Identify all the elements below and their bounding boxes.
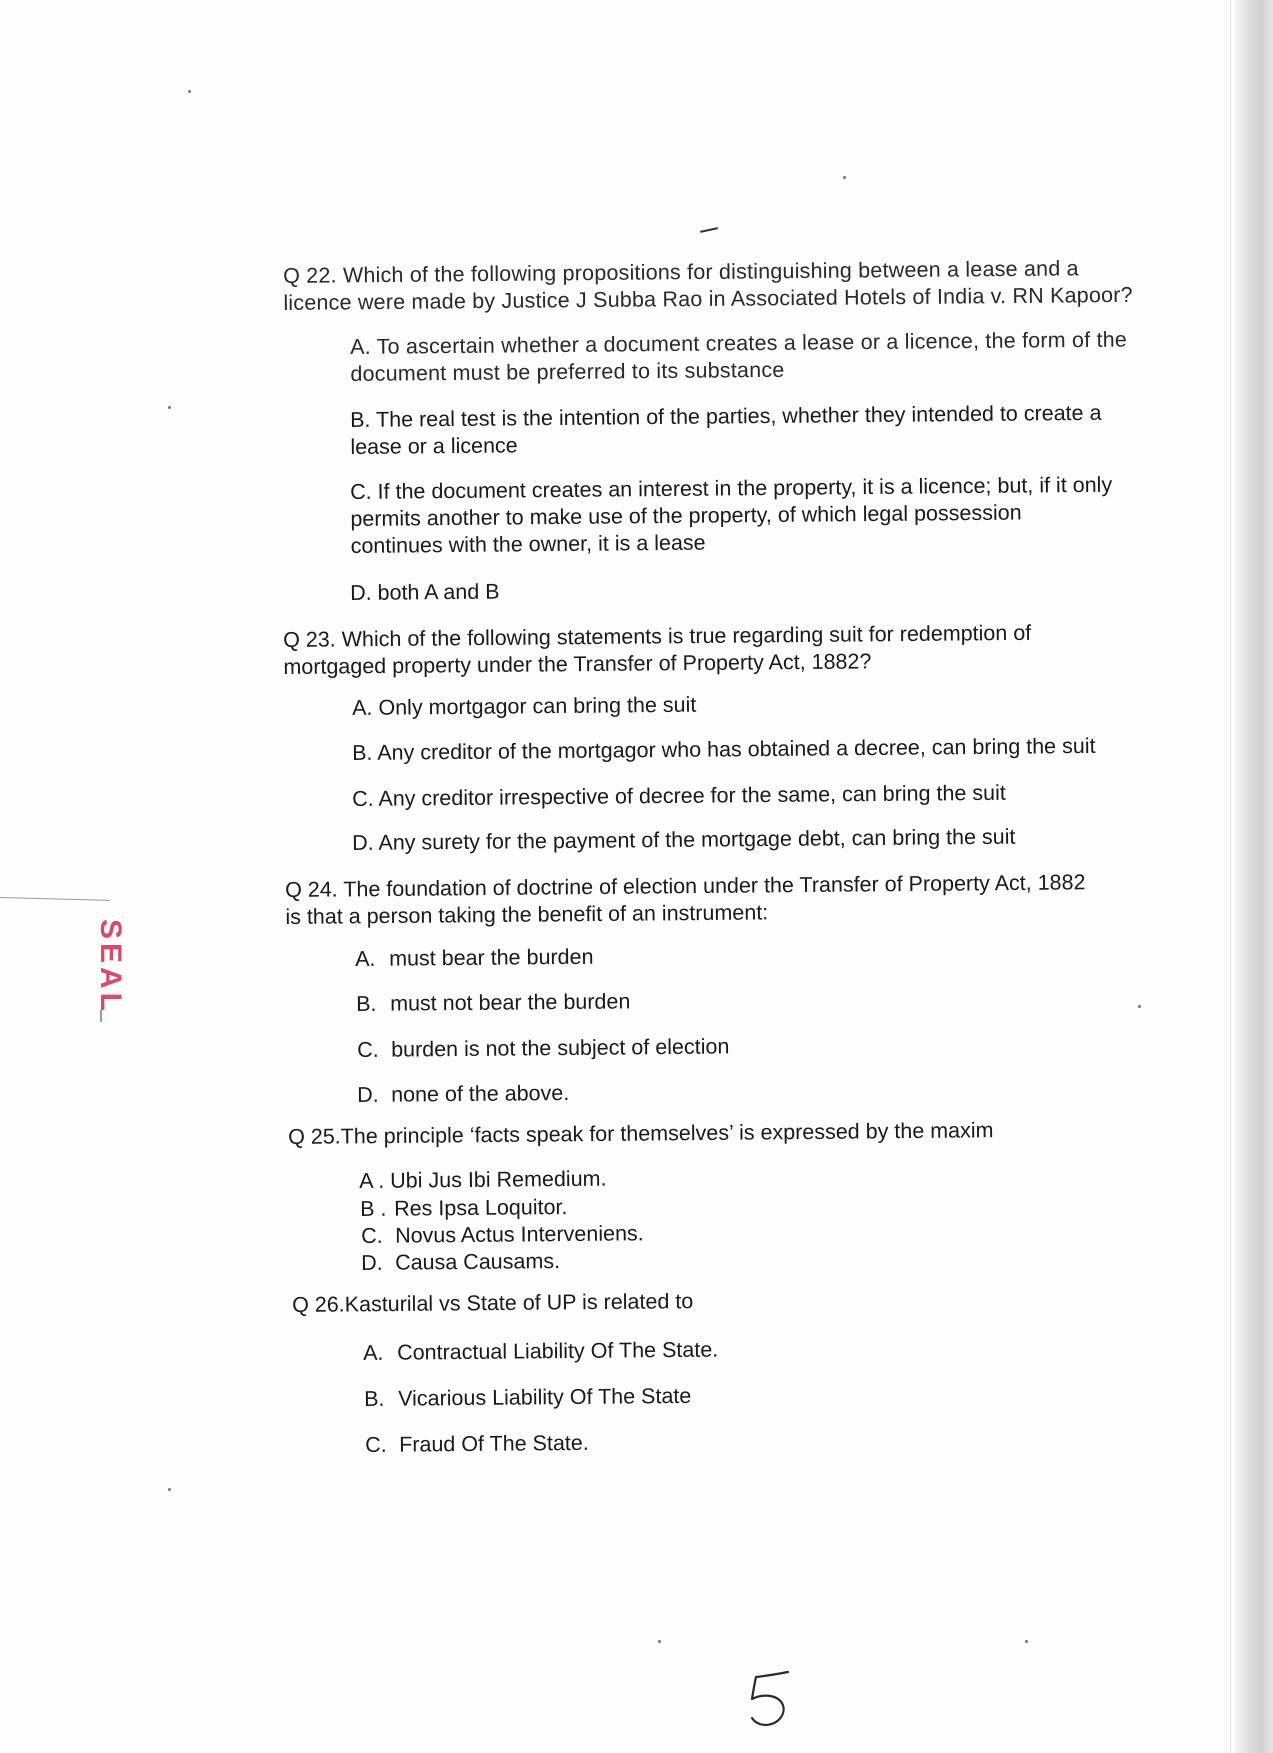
question-22-option-c (350, 471, 1161, 560)
question-24-option-b (356, 983, 1166, 1018)
option-letter: A. (355, 946, 376, 971)
question-23-option-a (352, 687, 1162, 722)
option-text: burden is not the subject of election (391, 1034, 730, 1062)
pen-dash-mark (700, 227, 718, 233)
question-26-option-a (363, 1332, 1173, 1367)
option-letter: C. (361, 1223, 383, 1248)
option-text: Res Ipsa Loquitor. (394, 1195, 568, 1221)
handwritten-page-number (742, 1662, 798, 1732)
option-text: Causa Causams. (395, 1249, 561, 1275)
scan-speck (1025, 1640, 1028, 1643)
option-letter: D. (352, 830, 374, 855)
question-24-line-1: Q 24. The foundation of doctrine of election under the Transfer of Property Act, 1882 (285, 870, 1086, 902)
option-text: must bear the burden (389, 944, 594, 971)
scan-speck (658, 1640, 661, 1643)
option-text: Fraud Of The State. (399, 1430, 589, 1457)
option-text: none of the above. (391, 1080, 570, 1107)
option-text: lease or a licence (350, 433, 518, 459)
option-letter: A. (350, 334, 371, 359)
option-letter: B. (352, 740, 373, 765)
question-22-option-a (350, 326, 1160, 388)
option-letter: B. (356, 991, 377, 1016)
option-letter: A. (363, 1340, 384, 1365)
option-text: Novus Actus Interveniens. (395, 1221, 644, 1248)
question-24-option-d (357, 1074, 1167, 1109)
question-24 (285, 868, 1185, 931)
option-text: Only mortgagor can bring the suit (378, 692, 697, 720)
option-letter: D. (361, 1250, 383, 1275)
seal-rule-line (0, 897, 110, 901)
question-22 (283, 254, 1183, 317)
question-25 (288, 1115, 1188, 1151)
option-text: Any creditor irrespective of decree for the same, can bring the suit (378, 780, 1006, 811)
option-letter: D. (350, 580, 372, 605)
option-letter: A . (359, 1168, 385, 1193)
option-text: Any surety for the payment of the mortgage debt, can bring the suit (378, 824, 1016, 855)
option-letter: B. (364, 1386, 385, 1411)
question-22-line-2: licence were made by Justice J Subba Rao in Associated Hotels of India v. RN Kapoor? (283, 282, 1133, 315)
option-text: permits another to make use of the property, of which legal possession (350, 500, 1022, 531)
seal-stamp: SEAL (94, 918, 127, 1015)
question-23-option-b (352, 732, 1162, 767)
question-24-line-2: is that a person taking the benefit of an instrument: (285, 900, 769, 929)
option-letter: B. (350, 407, 371, 432)
option-text: The real test is the intention of the parties, whether they intended to create a (375, 400, 1102, 432)
scan-edge-shadow (1235, 0, 1273, 1753)
scan-speck (188, 90, 191, 93)
scan-speck (168, 406, 171, 409)
option-text: Ubi Jus Ibi Remedium. (390, 1166, 607, 1193)
question-23-option-d (352, 822, 1162, 857)
question-26-option-c (365, 1424, 1175, 1459)
scan-edge-line (1230, 0, 1231, 1753)
option-letter: B . (360, 1196, 387, 1221)
option-text: Vicarious Liability Of The State (398, 1383, 692, 1411)
option-text: Any creditor of the mortgagor who has obtained a decree, can bring the suit (377, 733, 1096, 765)
question-24-option-c (357, 1029, 1167, 1064)
question-24-option-a (355, 938, 1165, 973)
question-22-option-d (350, 572, 1160, 607)
option-text: both A and B (377, 579, 500, 605)
option-letter: C. (365, 1432, 387, 1457)
option-letter: C. (352, 786, 374, 811)
option-text: continues with the owner, it is a lease (350, 530, 706, 558)
option-letter: D. (357, 1082, 379, 1107)
option-text: must not bear the burden (390, 989, 631, 1016)
question-26-option-b (364, 1378, 1174, 1413)
question-23-line-1: Q 23. Which of the following statements is true regarding suit for redemption of (283, 620, 1032, 652)
option-text: If the document creates an interest in the property, it is a licence; but, if it only (377, 472, 1113, 504)
question-22-line-1: Q 22. Which of the following propositions for distinguishing between a lease and a (283, 256, 1079, 288)
question-23-line-2: mortgaged property under the Transfer of Property Act, 1882? (283, 649, 872, 679)
question-26 (292, 1283, 1192, 1319)
scan-speck (843, 176, 846, 179)
option-letter: C. (350, 479, 372, 504)
question-22-option-b (350, 399, 1160, 461)
option-text: To ascertain whether a document creates a lease or a licence, the form of the (376, 327, 1128, 359)
option-letter: A. (352, 695, 373, 720)
question-23 (283, 618, 1183, 681)
question-23-option-c (352, 778, 1162, 813)
question-25-line-1: Q 25.The principle ‘facts speak for themselves’ is expressed by the maxim (288, 1118, 994, 1149)
option-text: document must be preferred to its substance (350, 357, 785, 386)
option-letter: C. (357, 1037, 379, 1062)
question-26-line-1: Q 26.Kasturilal vs State of UP is related to (292, 1289, 694, 1317)
scan-speck (168, 1488, 171, 1491)
option-text: Contractual Liability Of The State. (397, 1337, 719, 1365)
